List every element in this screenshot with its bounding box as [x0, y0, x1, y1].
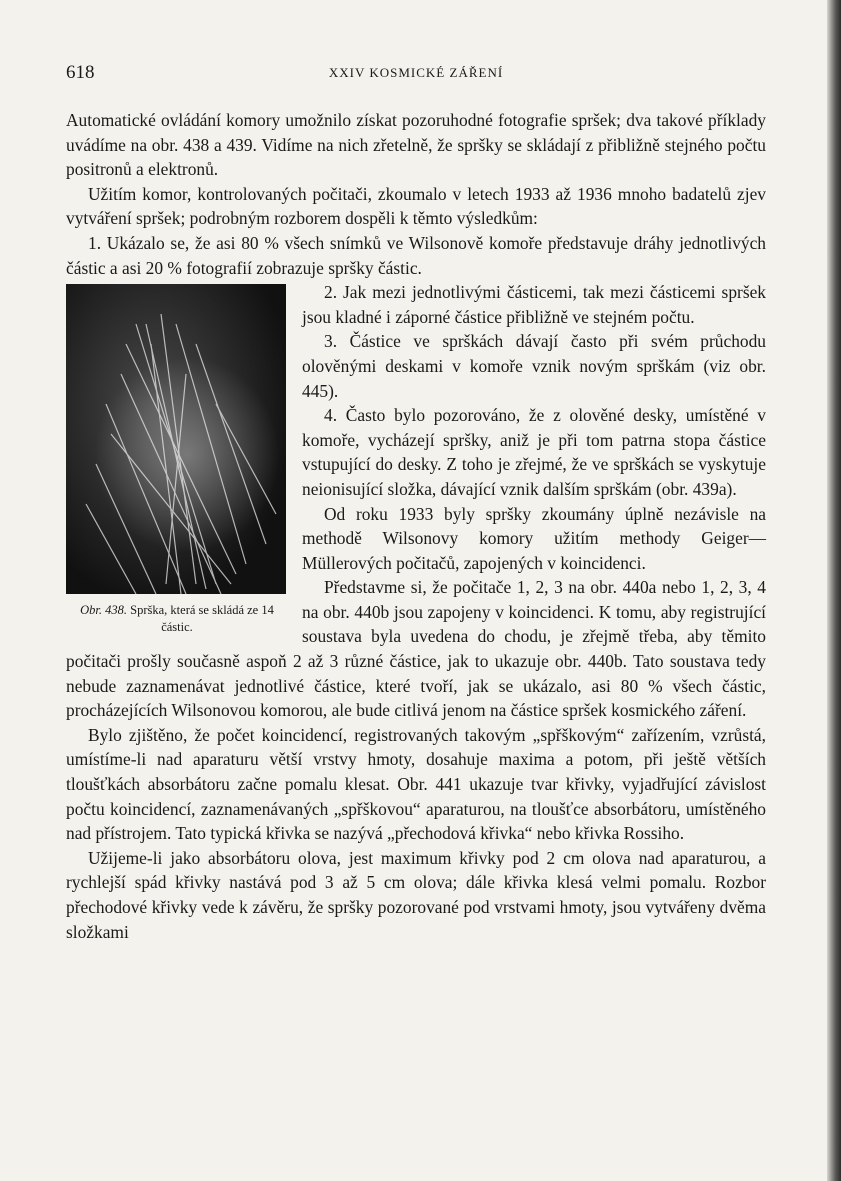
figure-438: [66, 280, 288, 636]
paragraph: Bylo zjištěno, že počet koincidencí, registrovaných takovým „spřškovým“ zařízením, vzrůstá, umístíme-li nad aparaturu větší vrstvy hmoty, dosahuje maxima a potom, při ještě větších tloušťkách absorbátoru začne pomalu klesat. Obr. 441 ukazuje tvar křivky, vyjadřující závislost počtu koincidencí, zaznamenávaných „spřškovou“ aparaturou, na tloušťce absorbátoru, umístěného nad přístrojem. Tato typická křivka se nazývá „přechodová křivka“ nebo křivka Rossiho.: [66, 724, 766, 844]
page-header: [66, 62, 766, 86]
page-body: [66, 108, 766, 944]
paragraph: 4. Často bylo pozorováno, že z olověné desky, umístěné v komoře, vycházejí spršky, aniž je při tom patrna stopa částice vstupující do desky. Z toho je zřejmé, že ve sprškách se vyskytuje neionisující složka, dávající vznik dalším sprškám (obr. 439a).: [302, 405, 766, 499]
cloud-chamber-photo: [66, 284, 286, 594]
paragraph: Užijeme-li jako absorbátoru olova, jest maximum křivky pod 2 cm olova nad aparaturou, a rychlejší spád křivky nastává pod 3 až 5 cm olova; dále křivka klesá velmi pomalu. Rozbor přechodové křivky vede k závěru, že spršky pozorované pod vrstvami hmoty, jsou vytvářeny dvěma složkami: [66, 847, 766, 942]
paragraph: Automatické ovládání komory umožnilo získat pozoruhodné fotografie spršek; dva takové příklady uvádíme na obr. 438 a 439. Vidíme na nich zřetelně, že spršky se skládají z přibližně stejného počtu positronů a elektronů.: [66, 110, 766, 180]
caption-text: Sprška, která se skládá ze 14 částic.: [130, 603, 274, 635]
paragraph: Představme si, že počitače 1, 2, 3 na obr. 440a nebo 1, 2, 3, 4 na obr. 440b jsou zapojeny v koincidenci. K tomu, aby registrující soustava byla uvedena do chodu, je zřejmě třeba, aby těmito počitači prošly současně aspoň 2 až 3 různé částice, jak to ukazuje obr. 440b. Tato soustava tedy nebude zaznamenávat jednotlivé částice, které tvoří, jak se ukázalo, asi 80 % všech částic, procházejících Wilsonovou komorou, ale bude citlivá jenom na částice spršek kosmického záření.: [66, 577, 766, 721]
paragraph: Od roku 1933 byly spršky zkoumány úplně nezávisle na methodě Wilsonovy komory užitím methody Geiger—Müllerových počitačů, zapojených v koincidenci.: [302, 503, 766, 573]
paragraph: 3. Částice ve sprškách dávají často při svém průchodu olověnými deskami v komoře vznik novým sprškám (viz obr. 445).: [302, 331, 766, 401]
paragraph: 1. Ukázalo se, že asi 80 % všech snímků ve Wilsonově komoře představuje dráhy jednotlivých částic a asi 20 % fotografií zobrazuje spršky částic.: [66, 232, 766, 278]
caption-label: Obr. 438.: [80, 603, 128, 618]
paragraph: 2. Jak mezi jednotlivými částicemi, tak mezi částicemi spršek jsou kladné i záporné částice přibližně ve stejném počtu.: [302, 282, 766, 327]
page-edge-shadow: [827, 0, 841, 1181]
page-number: 618: [66, 62, 95, 83]
running-title: XXIV KOSMICKÉ ZÁŘENÍ: [328, 65, 504, 80]
paragraph: Užitím komor, kontrolovaných počitači, zkoumalo v letech 1933 až 1936 mnoho badatelů zjev vytváření spršek; podrobným rozborem dospěli k těmto výsledkům:: [66, 183, 766, 229]
figure-caption: [66, 602, 288, 636]
